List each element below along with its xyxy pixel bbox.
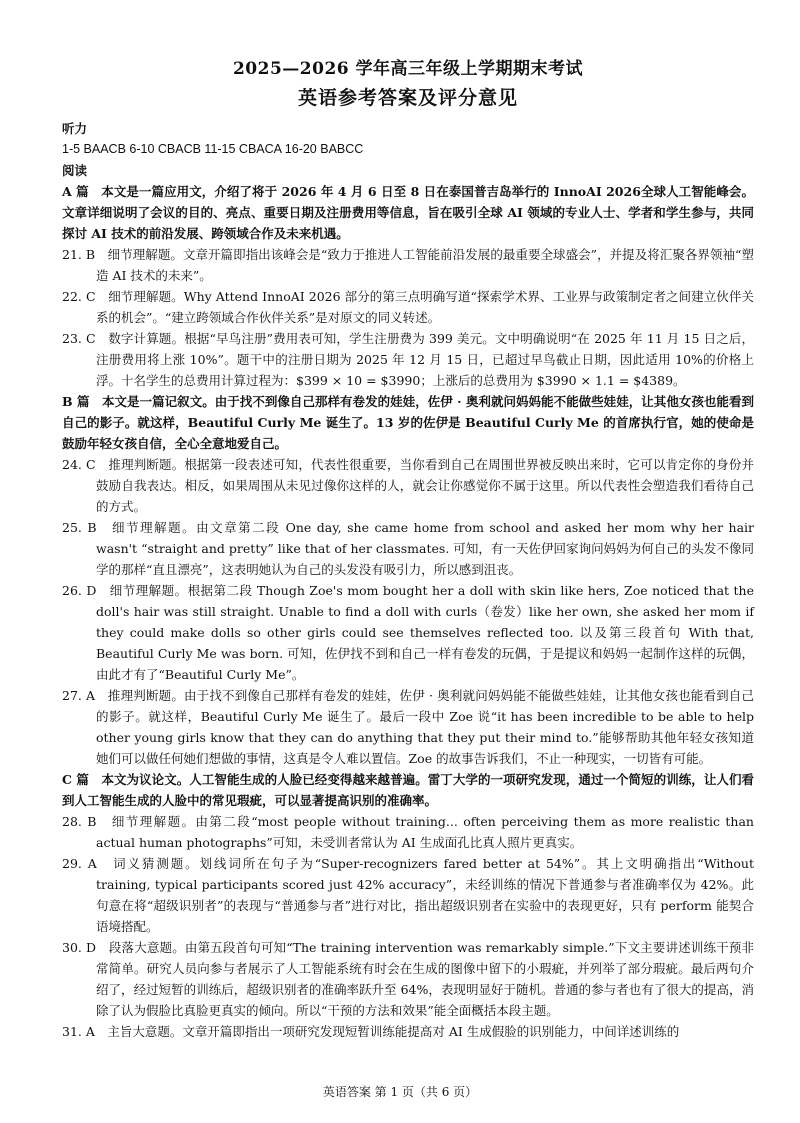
listening-answer-key: 1-5 BAACB 6-10 CBACB 11-15 CBACA 16-20 BABCC	[62, 142, 364, 156]
listening-heading: 听力	[62, 121, 88, 136]
page-footer: 英语答案 第 1 页（共 6 页）	[322, 1085, 478, 1099]
passage-b-summary: B 篇 本文是一篇记叙文。由于找不到像自己那样有卷发的娃娃，佐伊 · 奥利就问妈妈能不能做些娃娃，让其他女孩也能看到自己的影子。就这样，Beautiful Curly Me 诞生了。13 岁的佐伊是 Beautiful Curly Me 的首席执行官，她的使命是鼓励年轻女孩自信，全心全意地爱自己。	[62, 394, 754, 451]
reading-heading: 阅读	[62, 163, 88, 178]
passage-c-summary: C 篇 本文为议论文。人工智能生成的人脸已经变得越来越普遍。雷丁大学的一项研究发现，通过一个简短的训练，让人们看到人工智能生成的人脸中的常见瑕疵，可以显著提高识别的准确率。	[62, 772, 754, 808]
question-24-explanation: 24. C 推理判断题。根据第一段表述可知，代表性很重要，当你看到自己在周围世界被反映出来时，它可以肯定你的身份并鼓励自我表达。相反，如果周围从未见过像你这样的人，就会让你感觉你不属于这里。所以代表性会塑造我们看待自己的方式。	[62, 457, 754, 514]
question-31-explanation: 31. A 主旨大意题。文章开篇即指出一项研究发现短暂训练能提高对 AI 生成假脸的识别能力，中间详述训练的	[62, 1024, 680, 1039]
question-25-explanation: 25. B 细节理解题。由文章第二段 One day, she came home from school and asked her mom why her hair wasn't “straight and pretty” like that of her classmates. 可知，有一天佐伊回家询问妈妈为何自己的头发不像同学的那样“直且漂亮”，这表明她认为自己的头发没有吸引力，所以感到沮丧。	[62, 520, 754, 577]
question-30-explanation: 30. D 段落大意题。由第五段首句可知“The training intervention was remarkably simple.”下文主要讲述训练干预非常简单。研究人员向参与者展示了人工智能系统有时会在生成的图像中留下的小瑕疵，并列举了部分瑕疵。最后两句介绍了，经过短暂的训练后，超级识别者的准确率跃升至 64%，表现明显好于随机。普通的参与者也有了很大的提高，消除了认为假脸比真脸更真实的倾向。所以“干预的方法和效果”能全面概括本段主题。	[62, 940, 754, 1018]
question-29-explanation: 29. A 词义猜测题。划线词所在句子为“Super-recognizers fared better at 54%”。其上文明确指出“Without training, typical participants scored just 42% accuracy”，未经训练的情况下普通参与者准确率仅为 42%。此句意在将“超级识别者”的表现与“普通参与者”进行对比，指出超级识别者在实验中的表现更好，只有 perform 能契合语境搭配。	[62, 856, 754, 934]
question-21-explanation: 21. B 细节理解题。文章开篇即指出该峰会是“致力于推进人工智能前沿发展的最重要全球盛会”，并提及将汇聚各界领袖“塑造 AI 技术的未来”。	[62, 247, 754, 283]
question-28-explanation: 28. B 细节理解题。由第二段“most people without training... often perceiving them as more realistic than actual human photographs”可知，未受训者常认为 AI 生成面孔比真人照片更真实。	[62, 814, 754, 850]
question-27-explanation: 27. A 推理判断题。由于找不到像自己那样有卷发的娃娃，佐伊 · 奥利就问妈妈能不能做些娃娃，让其他女孩也能看到自己的影子。就这样，Beautiful Curly Me 诞生了。最后一段中 Zoe 说“it has been incredible to be able to help other young girls know that they can do anything that they put their mind to.”能够帮助其他年轻女孩知道她们可以做任何她们想做的事情，这真是令人难以置信。Zoe 的故事告诉我们，不止一种现实，一切皆有可能。	[62, 688, 754, 766]
exam-title: 2025—2026 学年高三年级上学期期末考试	[232, 59, 584, 79]
passage-a-summary: A 篇 本文是一篇应用文，介绍了将于 2026 年 4 月 6 日至 8 日在泰国普吉岛举行的 InnoAI 2026全球人工智能峰会。文章详细说明了会议的目的、亮点、重要日期及注册费用等信息，旨在吸引全球 AI 领域的专业人士、学者和学生参与，共同探讨 AI 技术的前沿发展、跨领域合作及未来机遇。	[62, 184, 754, 241]
question-22-explanation: 22. C 细节理解题。Why Attend InnoAI 2026 部分的第三点明确写道“探索学术界、工业界与政策制定者之间建立伙伴关系的机会”。“建立跨领域合作伙伴关系”是对原文的同义转述。	[62, 289, 754, 325]
document-subtitle: 英语参考答案及评分意见	[297, 87, 518, 109]
question-26-explanation: 26. D 细节理解题。根据第二段 Though Zoe's mom bought her a doll with skin like hers, Zoe noticed that the doll's hair was still straight. Unable to find a doll with curls（卷发）like her own, she asked her mom if they could make dolls so other girls could see themselves reflected too. 以及第三段首句 With that, Beautiful Curly Me was born. 可知，佐伊找不到和自己一样有卷发的玩偶，于是提议和妈妈一起制作这样的玩偶，由此才有了“Beautiful Curly Me”。	[62, 583, 754, 682]
question-23-explanation: 23. C 数字计算题。根据“早鸟注册”费用表可知，学生注册费为 399 美元。文中明确说明“在 2025 年 11 月 15 日之后，注册费用将上涨 10%”。题干中的注册日期为 2025 年 12 月 15 日，已超过早鸟截止日期，因此适用 10%的价格上浮。十名学生的总费用计算过程为：$399 × 10 = $3990；上涨后的总费用为 $3990 × 1.1 = $4389。	[62, 331, 754, 388]
